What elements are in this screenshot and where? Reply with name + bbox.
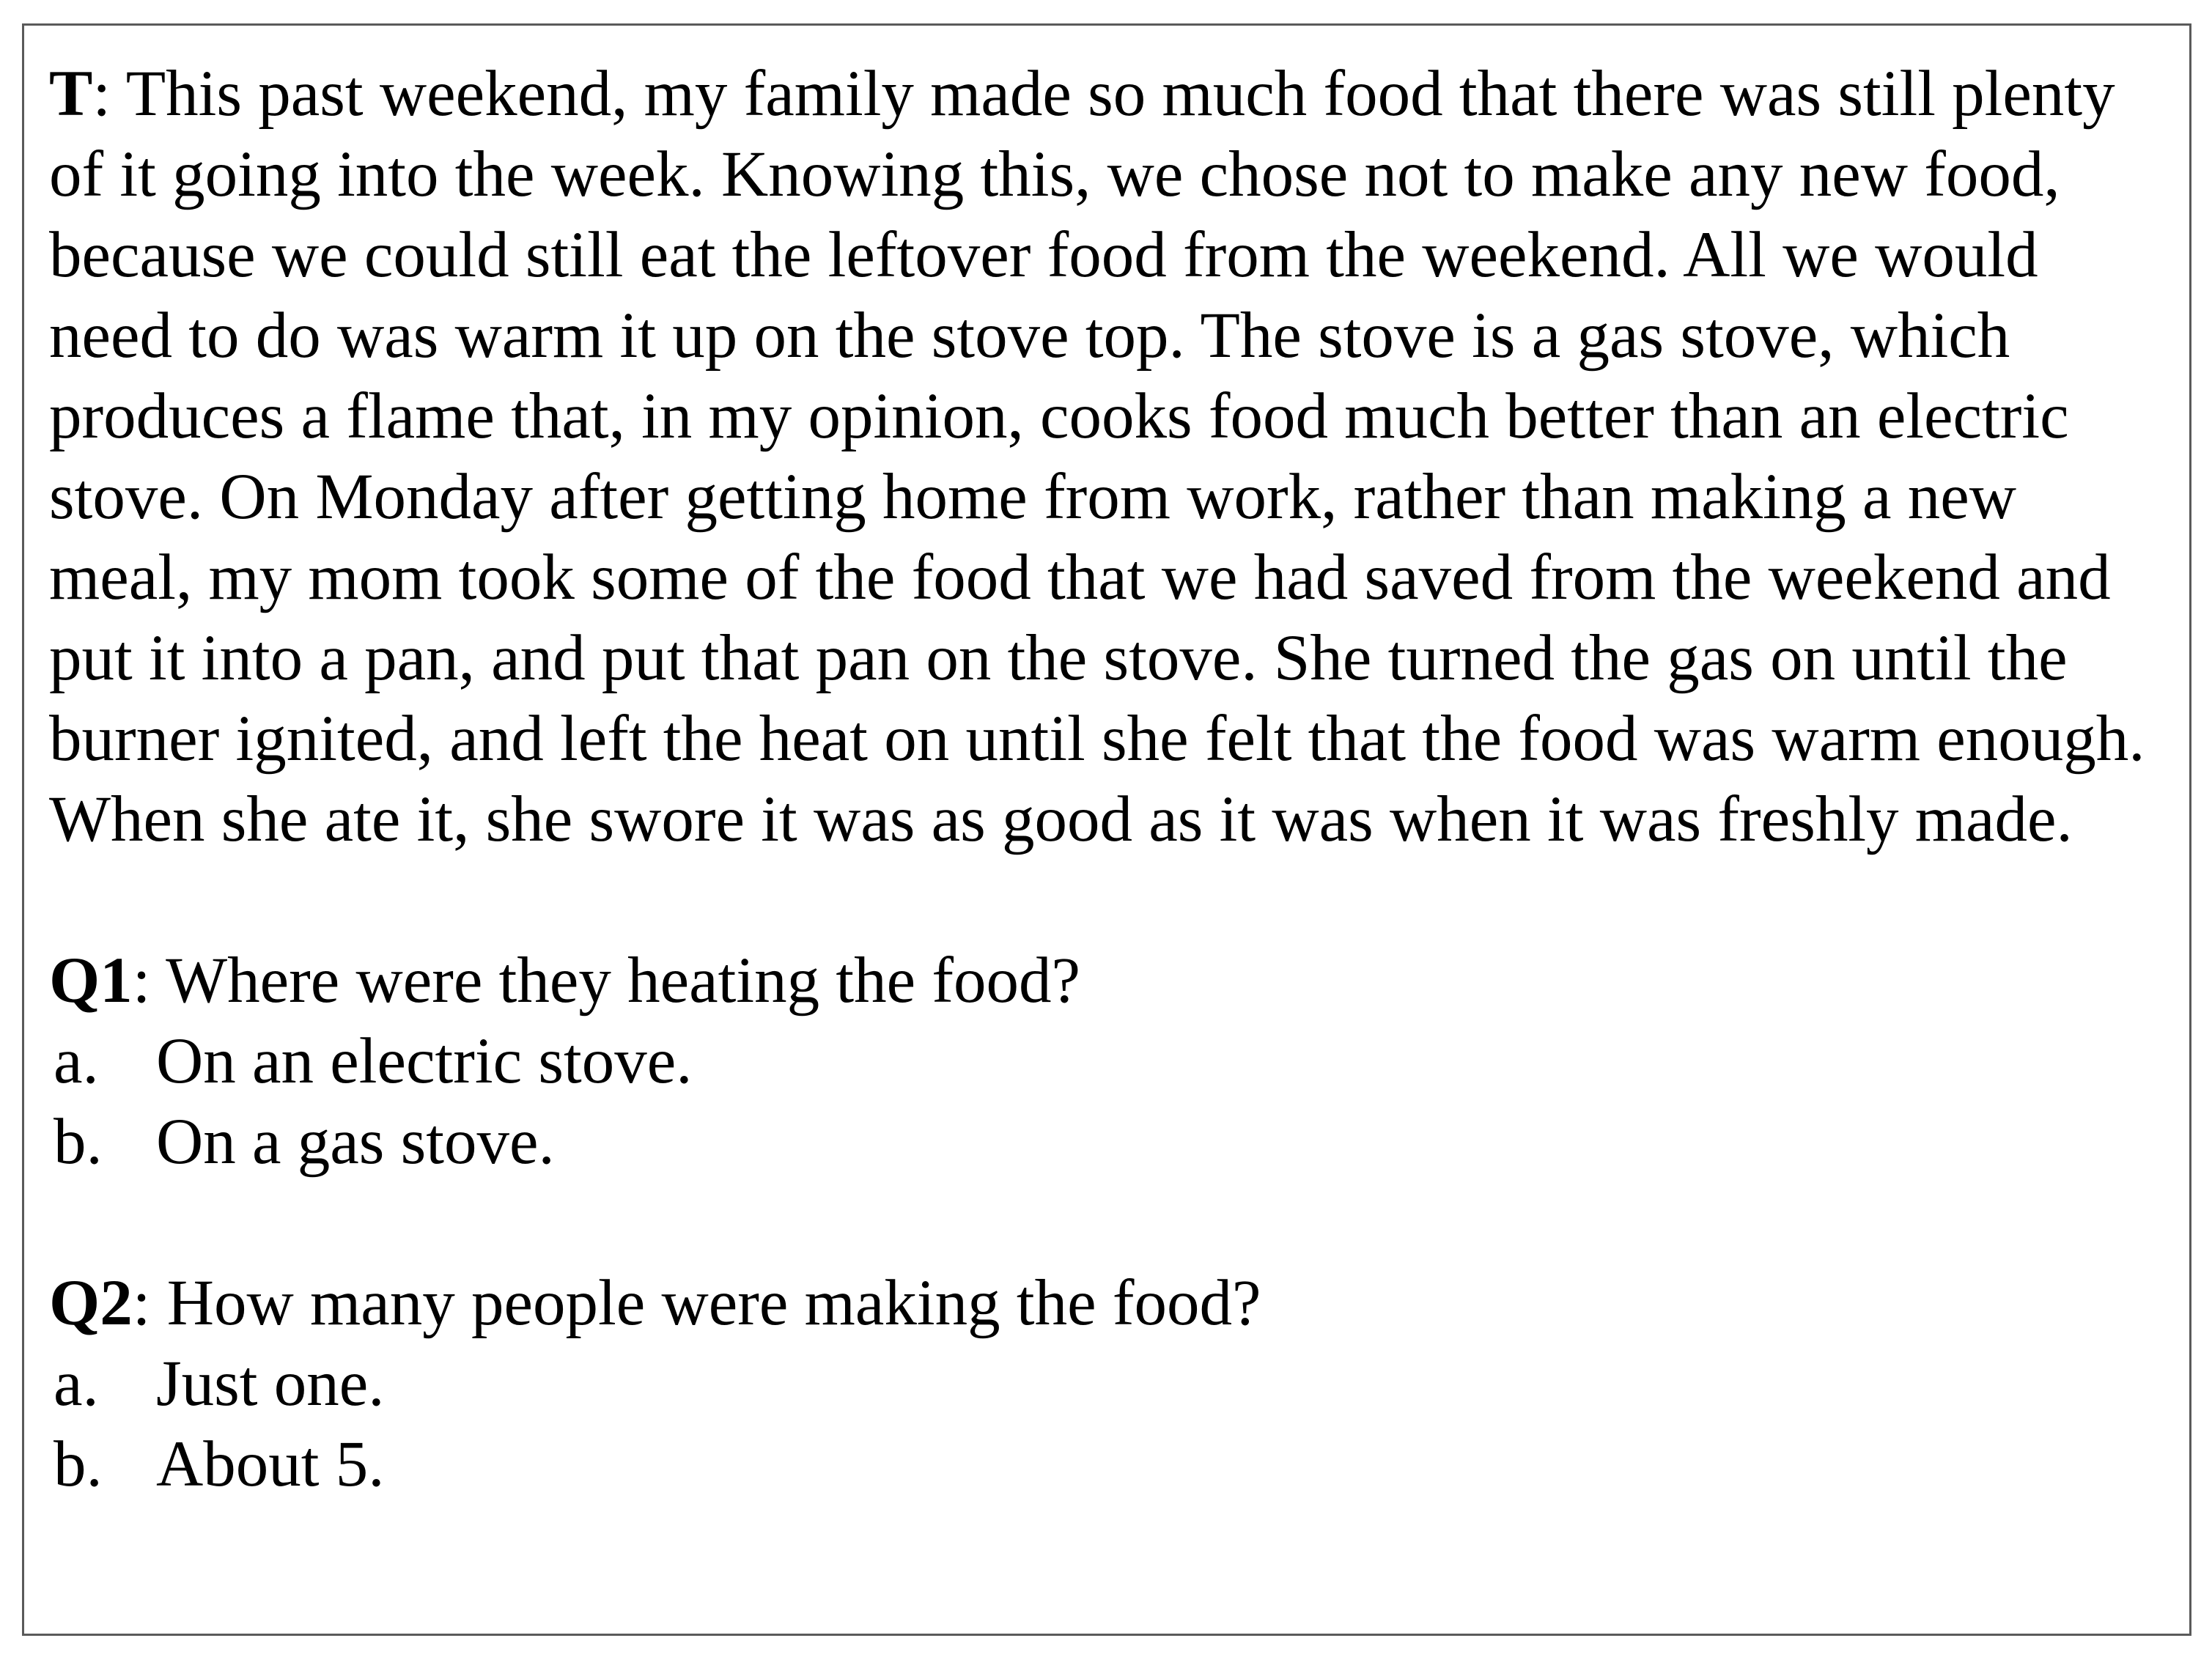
option-letter: b. [54,1428,103,1500]
passage-text: This past weekend, my family made so much food that there was still plenty of it going into the week. Knowing this, we chose not to make any new food, because we could still eat the leftover food from the weekend. All we would need to do was warm it up on the stove top. The stove is a gas stove, which produces a flame that, in my opinion, cooks food much better than an electric stove. On Monday after getting home from work, rather than making a new meal, my mom took some of the food that we had saved from the weekend and put it into a pan, and put that pan on the stove. She turned the gas on until the burner ignited, and left the heat on until she felt that the food was warm enough. When she ate it, she swore it was as good as it was when it was freshly made. [49,58,2145,855]
answer-option [49,1021,2175,1102]
question-text: Where were they heating the food? [166,945,1080,1017]
answer-option [49,1424,2175,1505]
option-letter: b. [54,1106,103,1178]
answer-option [49,1102,2175,1182]
question-label: Q2 [49,1267,133,1339]
option-text: On a gas stove. [156,1106,555,1178]
question-label: Q1 [49,945,133,1017]
option-letter: a. [54,1348,99,1420]
question-separator: : [132,945,166,1017]
question-line [49,940,2175,1021]
passage-label: T [49,58,93,130]
passage [49,54,2175,860]
question-line [49,1263,2175,1343]
option-text: About 5. [156,1428,385,1500]
option-letter: a. [54,1025,99,1097]
option-text: Just one. [156,1348,385,1420]
question-block-q2 [49,1263,2175,1505]
text-box-frame [22,23,2191,1636]
spacer [49,1182,2175,1263]
option-text: On an electric stove. [156,1025,693,1097]
passage-separator: : [92,58,126,130]
question-text: How many people were making the food? [166,1267,1261,1339]
text-box-content [49,54,2175,1505]
spacer [49,860,2175,940]
question-separator: : [132,1267,167,1339]
question-block-q1 [49,940,2175,1182]
answer-option [49,1343,2175,1424]
